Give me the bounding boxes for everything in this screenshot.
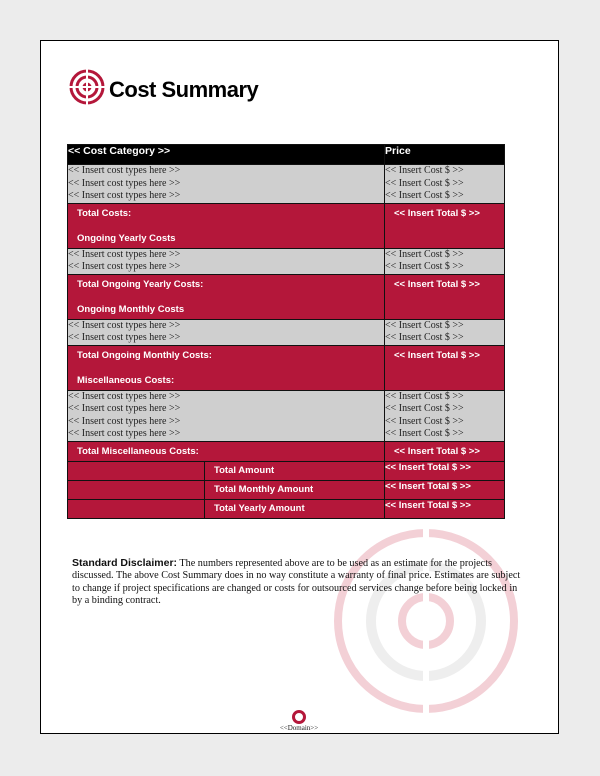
total-label: Total Miscellaneous Costs: (77, 445, 199, 457)
cost-type-item: << Insert cost types here >> (68, 165, 181, 176)
total-row (68, 203, 505, 248)
cost-value-item: << Insert Cost $ >> (385, 190, 464, 201)
cost-items-row (68, 390, 505, 441)
document-page (40, 40, 559, 734)
target-watermark-icon (331, 526, 521, 716)
target-logo-icon (69, 69, 105, 105)
section-heading: Ongoing Monthly Costs (77, 303, 185, 315)
section-heading: Miscellaneous Costs: (77, 374, 175, 386)
total-label-cell (68, 345, 385, 390)
total-block (68, 204, 384, 248)
cost-value-item: << Insert Cost $ >> (385, 403, 464, 414)
summary-value: << Insert Total $ >> (385, 480, 505, 499)
cost-type-item: << Insert cost types here >> (68, 261, 181, 272)
summary-label-cell (68, 480, 385, 499)
summary-row (68, 461, 505, 480)
cost-type-item: << Insert cost types here >> (68, 332, 181, 343)
cost-type-item: << Insert cost types here >> (68, 319, 181, 331)
cost-category-header: << Cost Category >> (68, 145, 385, 165)
cost-value-item: << Insert Cost $ >> (385, 428, 464, 439)
cost-values-cell (385, 390, 505, 441)
summary-blank-cell (68, 500, 205, 518)
total-block (68, 275, 384, 319)
summary-label: Total Amount (214, 464, 275, 476)
cost-value-item: << Insert Cost $ >> (385, 165, 464, 176)
cost-types-cell (68, 248, 385, 274)
page-title: Cost Summary (109, 77, 259, 102)
total-label-cell (68, 274, 385, 319)
summary-split (68, 500, 384, 518)
summary-blank-cell (68, 481, 205, 499)
total-block (68, 442, 384, 461)
summary-value: << Insert Total $ >> (385, 461, 505, 480)
summary-value: << Insert Total $ >> (385, 499, 505, 518)
cost-types-cell (68, 390, 385, 441)
total-row (68, 441, 505, 461)
total-block (68, 346, 384, 390)
cost-type-item: << Insert cost types here >> (68, 403, 181, 414)
cost-types-cell (68, 319, 385, 345)
total-label-cell (68, 203, 385, 248)
cost-types-cell (68, 165, 385, 204)
total-label-cell (68, 441, 385, 461)
cost-type-item: << Insert cost types here >> (68, 415, 181, 427)
summary-split (68, 481, 384, 499)
total-value: << Insert Total $ >> (394, 445, 480, 457)
cost-value-item: << Insert Cost $ >> (385, 390, 464, 402)
footer-domain: <<Domain>> (279, 724, 319, 732)
section-heading: Ongoing Yearly Costs (77, 232, 176, 244)
total-value-cell (385, 441, 505, 461)
cost-value-item: << Insert Cost $ >> (385, 319, 464, 331)
cost-value-item: << Insert Cost $ >> (385, 261, 464, 272)
summary-label: Total Yearly Amount (214, 502, 305, 514)
summary-label: Total Monthly Amount (214, 483, 314, 495)
cost-type-item: << Insert cost types here >> (68, 428, 181, 439)
cost-value-item: << Insert Cost $ >> (385, 177, 464, 189)
total-value: << Insert Total $ >> (394, 349, 480, 361)
total-label: Total Ongoing Monthly Costs: (77, 349, 212, 361)
summary-row (68, 480, 505, 499)
summary-row (68, 499, 505, 518)
total-value-cell (385, 203, 505, 248)
total-row (68, 274, 505, 319)
cost-type-item: << Insert cost types here >> (68, 390, 181, 402)
total-value-cell (385, 274, 505, 319)
cost-value-item: << Insert Cost $ >> (385, 248, 464, 260)
total-row (68, 345, 505, 390)
cost-type-item: << Insert cost types here >> (68, 177, 181, 189)
cost-items-row (68, 319, 505, 345)
price-header: Price (385, 145, 505, 165)
summary-label-cell (68, 461, 385, 480)
summary-blank-cell (68, 462, 205, 480)
disclaimer-text: The numbers represented above are to be used as an estimate for the projects discussed. The above Cost Summary does in no way constitute a warranty of final price. Estimates are subject to change if project specifications are changed or costs for outsourced services change before being locked in by a binding contract. (72, 558, 521, 607)
table-header-row (68, 145, 505, 165)
cost-type-item: << Insert cost types here >> (68, 190, 181, 201)
cost-values-cell (385, 319, 505, 345)
total-label: Total Costs: (77, 207, 132, 219)
total-value-cell (385, 345, 505, 390)
cost-items-row (68, 165, 505, 204)
summary-split (68, 462, 384, 480)
disclaimer-heading: Standard Disclaimer: (72, 557, 178, 569)
total-label: Total Ongoing Yearly Costs: (77, 278, 204, 290)
cost-items-row (68, 248, 505, 274)
cost-values-cell (385, 248, 505, 274)
standard-disclaimer (72, 557, 524, 608)
total-value: << Insert Total $ >> (394, 207, 480, 219)
cost-values-cell (385, 165, 505, 204)
cost-summary-table (67, 144, 505, 519)
summary-label-cell (68, 499, 385, 518)
cost-type-item: << Insert cost types here >> (68, 248, 181, 260)
ring-icon (291, 709, 307, 725)
total-value: << Insert Total $ >> (394, 278, 480, 290)
cost-value-item: << Insert Cost $ >> (385, 415, 464, 427)
cost-value-item: << Insert Cost $ >> (385, 332, 464, 343)
